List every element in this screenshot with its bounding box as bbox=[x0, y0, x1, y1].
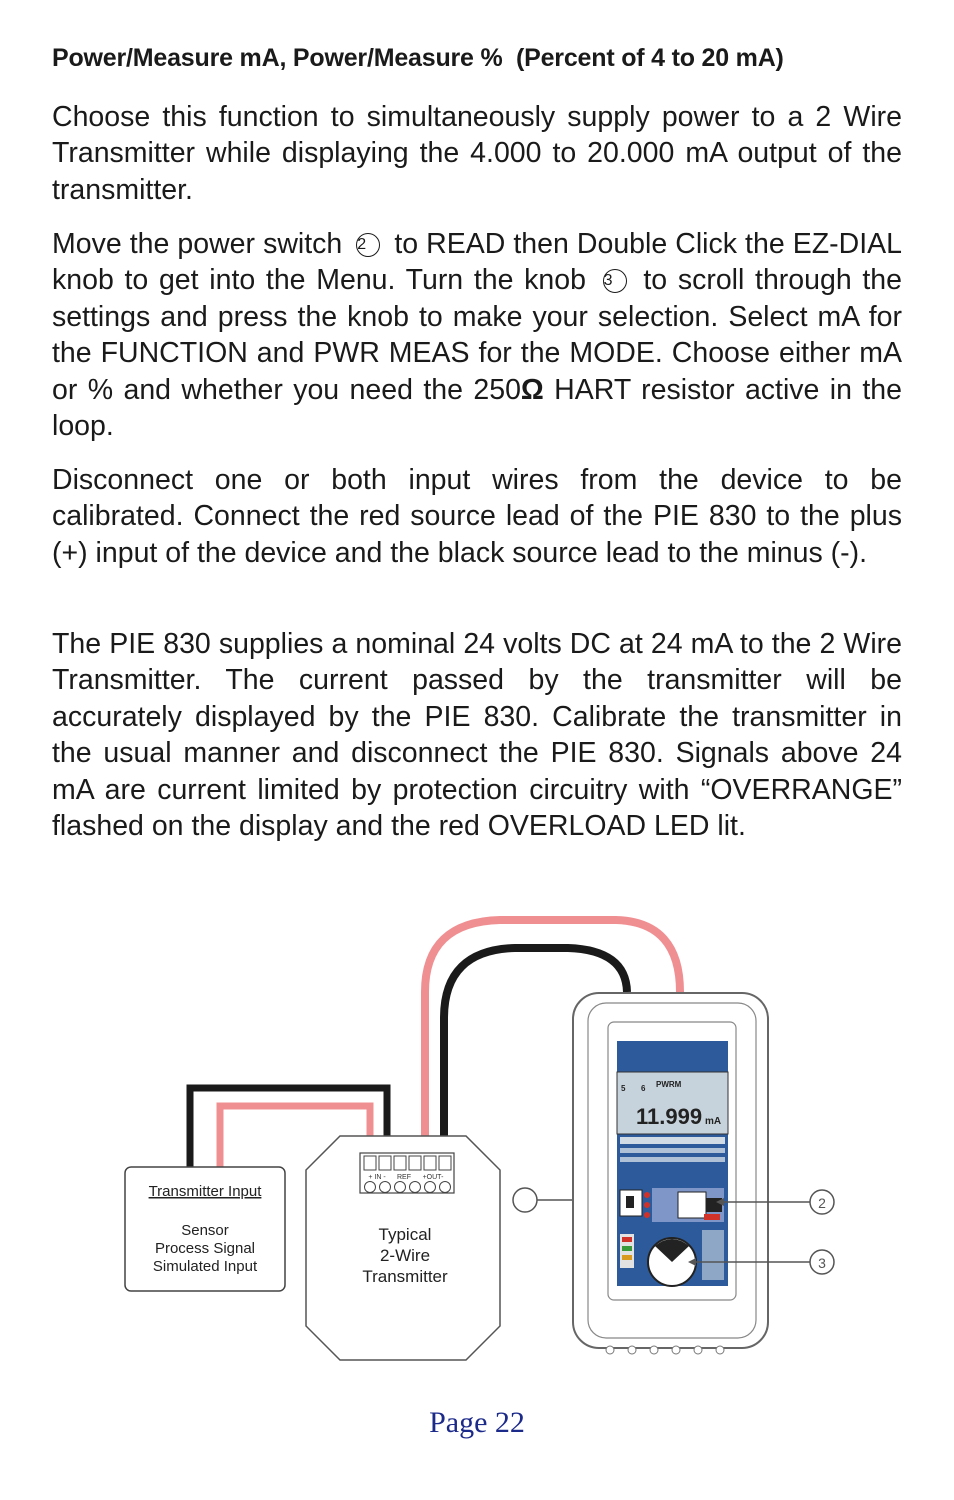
instructions-paragraph bbox=[52, 226, 902, 444]
instr-text-a: Move the power switch bbox=[52, 228, 343, 260]
terminal-out-label: +OUT- bbox=[422, 1174, 444, 1181]
transmitter-label-3: Transmitter bbox=[362, 1267, 448, 1286]
omega-symbol: Ω bbox=[520, 373, 544, 406]
intro-paragraph: Choose this function to simultaneously supply power to a 2 Wire Transmitter while displaying the 4.000 to 20.000 mA output of the transmitter. bbox=[52, 101, 902, 206]
wiring-diagram bbox=[0, 900, 954, 1380]
instr-text-d: HART resistor active in the loop. bbox=[52, 373, 902, 443]
callout-2-icon: 2 bbox=[356, 233, 380, 257]
operation-paragraph: The PIE 830 supplies a nominal 24 volts DC at 24 mA to the 2 Wire Transmitter. The current passed by the transmitter will be accurately displayed by the PIE 830. Calibrate the transmitter in the usual manner and disconnect the PIE 830. Signals above 24 mA are current limited by protection circuitry with “OVERRANGE” flashed on the display and the red OVERLOAD LED lit. bbox=[52, 628, 902, 843]
input-box-line1: Sensor bbox=[181, 1222, 229, 1239]
input-box-title: Transmitter Input bbox=[148, 1183, 262, 1200]
terminal-in-label: + IN - bbox=[368, 1174, 386, 1181]
page-number: Page 22 bbox=[429, 1406, 525, 1439]
callout-circle-left bbox=[513, 1188, 537, 1212]
transmitter-label-1: Typical bbox=[378, 1225, 432, 1244]
input-box-line3: Simulated Input bbox=[152, 1258, 258, 1275]
instr-text-c: to scroll through the settings and press the knob to make your selection. Select mA for the FUNCTION and PWR MEAS for the MODE. Choose either mA or % and whether you need the 250 bbox=[52, 264, 903, 406]
display-unit: mA bbox=[705, 1116, 722, 1127]
transmitter-label-2: 2-Wire bbox=[379, 1246, 431, 1265]
callout-2-label: 2 bbox=[818, 1195, 826, 1211]
callout-3-label: 3 bbox=[818, 1255, 826, 1271]
connection-paragraph: Disconnect one or both input wires from the device to be calibrated. Connect the red source lead of the PIE 830 to the plus (+) input of the device and the black source lead to the minus (-). bbox=[52, 464, 902, 569]
terminal-ref-label: REF bbox=[397, 1174, 411, 1181]
display-status-left: 5 bbox=[621, 1084, 626, 1093]
section-heading: Power/Measure mA, Power/Measure % (Percent of 4 to 20 mA) bbox=[52, 44, 784, 72]
terminal-block bbox=[360, 1153, 454, 1193]
instr-text-b: to READ then Double Click the EZ-DIAL knob to get into the Menu. Turn the knob bbox=[52, 228, 902, 297]
input-box-line2: Process Signal bbox=[154, 1240, 256, 1257]
callout-3-icon: 3 bbox=[603, 269, 627, 293]
display-mode: PWRM bbox=[656, 1080, 682, 1089]
display-reading: 11.999 bbox=[636, 1104, 703, 1129]
display-status-right: 6 bbox=[641, 1084, 646, 1093]
pie-830-calibrator bbox=[573, 993, 768, 1354]
